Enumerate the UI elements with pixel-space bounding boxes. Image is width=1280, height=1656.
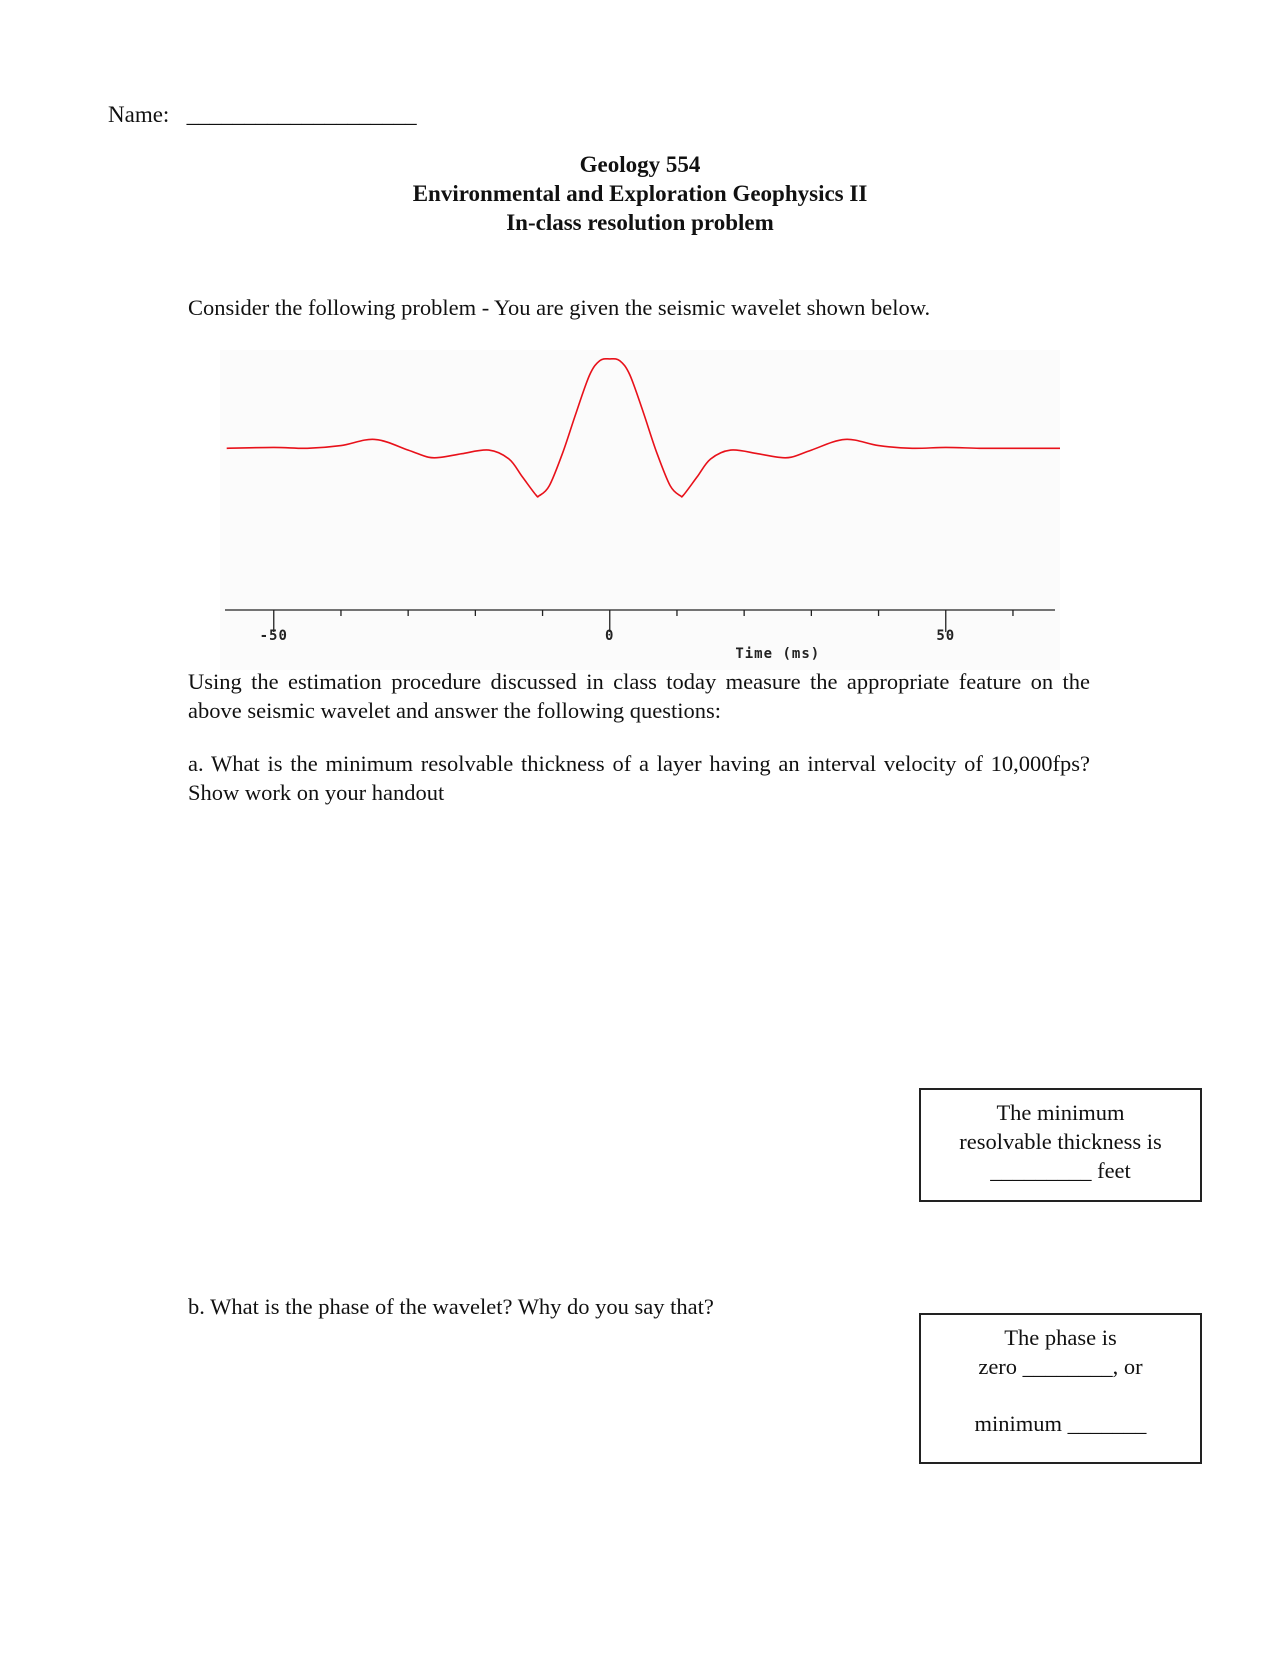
instructions-text: Using the estimation procedure discussed in class today measure the appropriate feature on the above seismic wavelet and answer the following questions:: [188, 669, 1090, 723]
answer-b-line1: The phase is: [1004, 1325, 1117, 1350]
x-tick-label: 0: [605, 628, 615, 644]
answer-b-spacer: [921, 1381, 1200, 1409]
intro-text: Consider the following problem - You are given the seismic wavelet shown below.: [188, 295, 931, 320]
answer-b-line2: zero ________, or: [978, 1354, 1143, 1379]
course-number: Geology 554: [579, 152, 701, 177]
title-block: [0, 150, 1280, 237]
course-title: Environmental and Exploration Geophysics II: [412, 181, 868, 206]
answer-a-line2: resolvable thickness is: [959, 1129, 1162, 1154]
problem-title: In-class resolution problem: [506, 210, 774, 235]
answer-a-line3: _________ feet: [990, 1158, 1131, 1183]
name-label: Name:: [108, 102, 170, 127]
x-tick-label: 50: [936, 628, 956, 644]
question-a: a. What is the minimum resolvable thickness of a layer having an interval velocity of 10,000fps? Show work on your handout: [188, 751, 1090, 805]
answer-b-line3: minimum _______: [974, 1411, 1147, 1436]
answer-a-line1: The minimum: [996, 1100, 1125, 1125]
answer-box-phase: [919, 1313, 1202, 1464]
seismic-wavelet-chart: [220, 350, 1060, 670]
name-field: [108, 102, 417, 128]
name-blank: ____________________: [186, 102, 417, 127]
question-b: b. What is the phase of the wavelet? Why do you say that?: [188, 1294, 714, 1319]
chart-background: [220, 350, 1060, 670]
x-axis-label: Time (ms): [735, 646, 821, 662]
x-tick-label: -50: [259, 628, 288, 644]
answer-box-thickness: [919, 1088, 1202, 1202]
wavelet-svg: [220, 350, 1060, 670]
